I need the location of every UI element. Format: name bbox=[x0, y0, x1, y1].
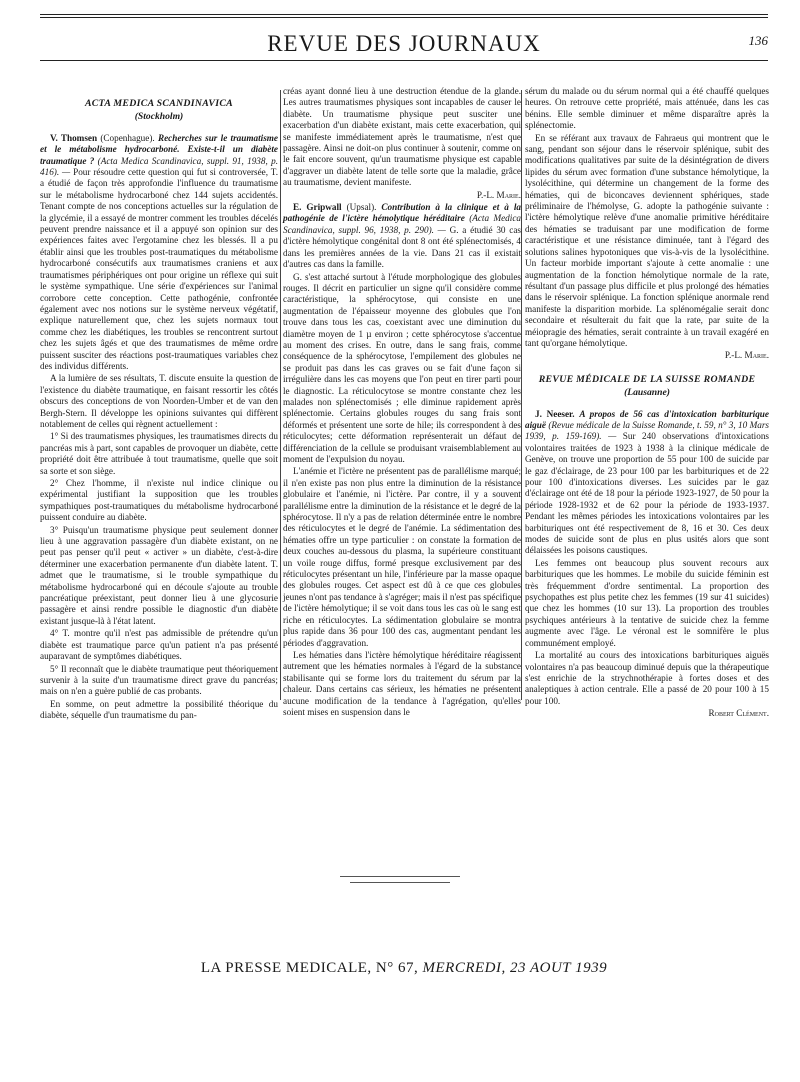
column-right bbox=[525, 86, 769, 721]
article-header bbox=[283, 202, 521, 270]
article-reference: (Revue médicale de la Suisse Romande, t. 59, n° 3, 10 Mars 1939, p. 159-169). — bbox=[525, 419, 770, 442]
article-reference: (Acta Medica Scandinavica, suppl. 96, 1938, p. 290). — bbox=[283, 213, 521, 235]
footer-publication: LA PRESSE MEDICALE, N° 67, bbox=[200, 960, 419, 976]
article-author: J. Neeser. bbox=[535, 408, 575, 419]
column-divider bbox=[280, 90, 281, 700]
article-paragraph: 2° Chez l'homme, il n'existe nul indice clinique ou expérimental justifiant la supposition que les troubles sympathiques post-traumatiques du métabolisme hydrocarboné puissent conduire au diabète. bbox=[40, 478, 278, 523]
page-title: REVUE DES JOURNAUX bbox=[267, 31, 541, 56]
article-paragraph: En somme, on peut admettre la possibilité théorique du diabète, séquelle d'un traumatisme du pan- bbox=[40, 698, 278, 721]
article-place: (Copenhague). bbox=[100, 132, 155, 143]
separator-rule bbox=[340, 876, 460, 877]
article-signature: P.-L. Marie. bbox=[724, 350, 769, 361]
article-signature: Robert Clément. bbox=[708, 708, 769, 719]
article-signature: P.-L. Marie. bbox=[476, 189, 521, 200]
article-author: E. Gripwall bbox=[293, 202, 342, 213]
article-paragraph: 3° Puisqu'un traumatisme physique peut seulement donner lieu à une aggravation passagère d'un diabète existant, on ne peut pas penser qu'il peut « activer » un diabète, c'est-à-dire déterminer une exacerbation permanente d'un diabète latent. T. admet que le traumatisme, si le trouble sympathique du métabolisme hydrocarboné qui en découle s'ajoute au trouble pancréatique préexistant, peut donner lieu à une glycosurie passagère et ainsi rendre possible le diagnostic d'un diabète existant jusque-là à l'état latent. bbox=[40, 524, 278, 626]
article-paragraph: G. a étudié 30 cas d'ictère hémolytique congénital dont 8 ont été splénectomisés, 4 dans les premières années de la vie. Dans 21 cas il existait d'autres cas dans la famille. bbox=[283, 224, 521, 270]
journal-city: (Lausanne) bbox=[624, 387, 670, 399]
article-header bbox=[525, 409, 769, 557]
article-paragraph: La mortalité au cours des intoxications barbituriques aiguës volontaires n'a pas beaucoup diminué depuis que la thérapeutique s'est enrichie de la strychnothérapie à fortes doses et des analeptiques à action centrale. Elle a passé de 20 pour 100 à 15 pour 100. bbox=[525, 650, 769, 706]
article-place: (Upsal). bbox=[346, 202, 377, 213]
article-header bbox=[40, 133, 278, 373]
article-paragraph: 5° Il reconnaît que le diabète traumatique peut théoriquement survenir à la suite d'un traumatisme direct grave du pancréas; mais on n'en a guère publié de cas probants. bbox=[40, 663, 278, 697]
article-paragraph: Les hématies dans l'ictère hémolytique héréditaire réagissent autrement que les hématies normales à l'égard de la substance stabilisante qui se forme lors du traitement du sérum par la chaleur. Dans certains cas sérieux, les hématies ne présentent aucune modification de la tendance à l'agrégation, qu'elles soient mises en suspension dans le bbox=[283, 649, 521, 717]
article-title: Contribution à la clinique et à la pathogénie de l'ictère hémolytique héréditaire bbox=[283, 202, 521, 224]
column-divider bbox=[521, 90, 522, 700]
journal-title: ACTA MEDICA SCANDINAVICA bbox=[84, 98, 234, 109]
article-paragraph: 4° T. montre qu'il n'est pas admissible de prétendre qu'un diabète est traumatique parce qu'un patient n'a pas présenté auparavant de symptômes diabétiques. bbox=[40, 628, 278, 662]
article-title: Recherches sur le traumatisme et le métabolisme hydrocarboné. Existe-t-il un diabète traumatique ? bbox=[40, 132, 279, 166]
article-reference: (Acta Medica Scandinavica, suppl. 91, 1938, p. 416). — bbox=[40, 155, 278, 178]
page-footer bbox=[40, 960, 768, 977]
article-paragraph: Les femmes ont beaucoup plus souvent recours aux barbituriques que les hommes. Le mobile du suicide féminin est très fréquemment d'ordre sentimental. La proportion des psychopathes est plus petite chez les femmes (19 sur 41 suicides) que chez les hommes (10 sur 13). La proportion des troubles psychiques antérieurs à la tentative de suicide chez la femme augmente avec l'âge. Le véronal est le somnifère le plus communément employé. bbox=[525, 557, 769, 648]
article-paragraph: L'anémie et l'ictère ne présentent pas de parallélisme marqué; il n'en existe pas non plus entre la diminution de la résistance globulaire et l'anémie, ni l'ictère. Par contre, il y a souvent parallélisme entre la diminution de la résistance et le degré de la sphérocytose. Il n'y a pas de relation déterminée entre le nombre des réticulocytes et le degré de l'anémie. La sédimentation des hématies offre un type particulier : on constate la formation de deux couches au-dessous du plasma, la supérieure constituant un voile rouge diffus, formé presque exclusivement par des réticulocytes présentant un hile, l'inférieure par la masse opaque des globules rouges. Cet aspect est dû à ce que ces globules jeunes n'ont pas tendance à s'agréger; mais il n'est pas spécifique de l'ictère hémolytique; il se voit dans tous les cas où le sang est riche en réticulocytes. La sédimentation globulaire se montra plus rapide dans 36 pour 100 des cas, augmentant pendant les périodes d'aggravation. bbox=[283, 466, 521, 648]
article-paragraph: Pour résoudre cette question qui fut si controversée, T. a étudié de façon très approfondie l'influence du traumatisme sur le métabolisme hydrocarboné chez 144 sujets accidentés. Tenant compte de nos conceptions actuelles sur la régulation de la glycémie, il a essayé de montrer comment les troubles décelés peuvent prendre naissance et il a appuyé son opinion sur des expériences faites avec l'ergotamine chez les blessés. Il a pu établir ainsi que les troubles post-traumatiques du métabolisme hydrocarboné consécutifs aux traumatismes craniens et aux traumatismes périphériques ont pour origine un réflexe qui suit le système sympathique. Une série d'expériences sur l'animal corrobore cette conception. Cette pathogénie, confrontée également avec nos notions sur le système nerveux végétatif, explique naturellement que, chez les sujets normaux tout comme chez les diabétiques, les troubles se rencontrent surtout chez les sujets âgés et que des traumatismes de même ordre puissent susciter des réactions post-traumatiques variables chez des individus différents. bbox=[40, 167, 279, 371]
article-paragraph: créas ayant donné lieu à une destruction étendue de la glande. Les autres traumatismes physiques sont incapables de causer le diabète. Un traumatisme physique peut susciter une exacerbation d'un diabète existant, mais cette exacerbation, qui se manifeste immédiatement après le traumatisme, n'est que passagère. Ainsi ne doit-on plus continuer à soutenir, comme on le fait encore souvent, qu'un traumatisme physique est capable d'aggraver un diabète latent de telle sorte que la maladie, grâce au traumatisme, devient manifeste. bbox=[283, 86, 521, 188]
footer-date: MERCREDI, 23 AOUT 1939 bbox=[422, 960, 608, 976]
top-rule bbox=[40, 14, 768, 15]
article-paragraph: 1° Si des traumatismes physiques, les traumatismes directs du pancréas mis à part, sont capables de provoquer un diabète, cette propriété doit être attribuée à tout traumatisme, quelle que soit sa sorte et son siège. bbox=[40, 431, 278, 476]
journal-city: (Stockholm) bbox=[134, 111, 184, 123]
article-paragraph: G. s'est attaché surtout à l'étude morphologique des globules rouges. Il décrit en particulier un signe qu'il considère comme caractéristique, la sphérocytose, qui consiste en une augmentation de l'épaisseur moyenne des globules que l'on trouve dans tous les cas, coexistant avec une diminution du diamètre moyen de 1 µ environ ; cette sphérocytose s'accentue au moment des crises. En outre, dans le sang frais, comme conséquence de la sphérocytose, l'empilement des globules ne se produit pas dans les cas graves ou se fait d'une façon si irrégulière dans les cas moyens que l'on peut en tirer parti pour le diagnostic. La réticulocytose se montre constante chez les malades non splénectomisés ; elle diminue rapidement après splénectomie. Certains globules rouges du sang frais sont déformés et présentent une sorte de hile; ils correspondent à des réticulocytes; cette déformation représenterait un défaut de différenciation de la cellule se produisant vraisemblablement au moment de l'expulsion du noyau. bbox=[283, 271, 521, 464]
article-title: A propos de 56 cas d'intoxication barbiturique aiguë bbox=[525, 408, 769, 430]
article-paragraph: En se référant aux travaux de Fahraeus qui montrent que le sang, pendant son séjour dans le réservoir splénique, subit des modifications qualitatives par suite de la désintégration de divers lipides du sérum avec formation d'une substance hémolytique, la lysolécithine, qui détermine un changement de la forme des hématies, qui de biconcaves deviennent sphériques, stade préliminaire de l'hémolyse, G. adopte la pathogénie suivante : l'ictère hémolytique relève d'une anomalie primitive héréditaire des hématies se traduisant par une modification de forme caractéristique et une résistance diminuée, tant à l'égard des solutions salines hypotoniques que vis-à-vis de la lysolécithine. Un facteur morbide important s'ajoute à cette anomalie : une augmentation de la fonction hémolytique normale de la rate, résultant d'un passage plus difficile et plus prolongé des hématies dans le réservoir splénique. La fonction splénique anormale rend manifeste la disparition morbide. La splénomégalie serait donc secondaire et résulterait du fait que la rate, par suite de la méiopragie des hématies, serait contrainte à un travail exagéré en tant qu'organe hémolytique. bbox=[525, 132, 769, 348]
article-paragraph: Sur 240 observations d'intoxications volontaires traitées de 1923 à 1938 à la clinique médicale de Genève, on trouve une proportion de 55 pour 100 de suicide par le gaz d'éclairage, de 23 pour 100 par les barbituriques et de 22 pour 100 d'intoxications diverses. Les suicides par le gaz d'éclairage ont été de 18 pour la période 1923-1927, de 50 pour la période 1928-1932 et de 62 pour la période de 1933-1937. Pendant les mêmes périodes les intoxications volontaires par les barbituriques ont été respectivement de 8, 16 et 30. Ces deux modes de suicide sont de plus en plus usités alors que sont délaissées les poisons caustiques. bbox=[525, 431, 769, 556]
journal-title: REVUE MÉDICALE DE LA SUISSE ROMANDE bbox=[538, 373, 756, 385]
page-number: 136 bbox=[748, 33, 768, 48]
column-middle bbox=[283, 86, 521, 719]
separator-rule bbox=[350, 882, 450, 883]
article-paragraph: A la lumière de ses résultats, T. discute ensuite la question de l'existence du diabète traumatique, en faisant ressortir les côtés obscurs des conceptions de von Noorden-Umber et de van den Bergh-Stern. Il développe les opinions suivantes qui diffèrent notablement de celles qui règnent actuellement : bbox=[40, 373, 278, 429]
article-paragraph: sérum du malade ou du sérum normal qui a été chauffé quelques heures. On retrouve cette propriété, mais atténuée, dans les cas bénins. Elle semble diminuer et même disparaître après la splénectomie. bbox=[525, 86, 769, 131]
article-author: V. Thomsen bbox=[50, 132, 98, 143]
top-rule bbox=[40, 17, 768, 18]
page-header bbox=[40, 28, 768, 58]
header-rule bbox=[40, 60, 768, 61]
column-left bbox=[40, 88, 278, 723]
